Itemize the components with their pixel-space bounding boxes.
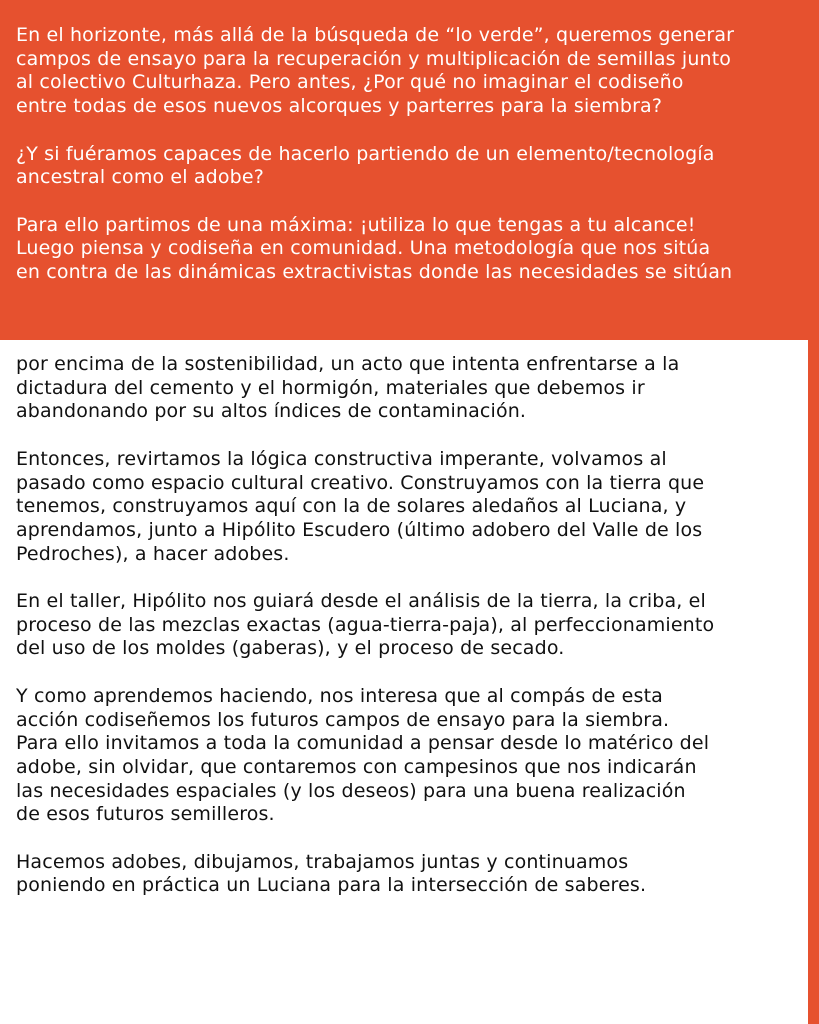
text-line: adobe, sin olvidar, que contaremos con campesinos que nos indicarán: [16, 755, 697, 778]
text-line: Entonces, revirtamos la lógica constructiva imperante, volvamos al: [16, 447, 667, 470]
paragraph-gap: [16, 424, 714, 448]
text-line: de esos futuros semilleros.: [16, 803, 275, 826]
top-text-block: [16, 24, 734, 285]
paragraph-gap: [16, 190, 734, 214]
paragraph-gap: [16, 827, 714, 851]
paragraph-gap: [16, 119, 734, 143]
text-line: por encima de la sostenibilidad, un acto que intenta enfrentarse a la: [16, 353, 680, 375]
text-line: ancestral como el adobe?: [16, 166, 264, 189]
text-line: campos de ensayo para la recuperación y multiplicación de semillas junto: [16, 47, 732, 70]
text-line: entre todas de esos nuevos alcorques y parterres para la siembra?: [16, 95, 663, 118]
text-line: Pedroches), a hacer adobes.: [16, 542, 290, 565]
text-line: Y como aprendemos haciendo, nos interesa que al compás de esta: [16, 684, 663, 707]
text-line: aprendamos, junto a Hipólito Escudero (último adobero del Valle de los: [16, 518, 703, 541]
text-line: En el horizonte, más allá de la búsqueda de “lo verde”, queremos generar: [16, 24, 735, 46]
text-line: Hacemos adobes, dibujamos, trabajamos juntas y continuamos: [16, 850, 629, 873]
text-line: tenemos, construyamos aquí con la de solares aledaños al Luciana, y: [16, 495, 687, 518]
text-line: pasado como espacio cultural creativo. Construyamos con la tierra que: [16, 471, 705, 494]
text-line: En el taller, Hipólito nos guiará desde el análisis de la tierra, la criba, el: [16, 590, 706, 612]
text-line: las necesidades espaciales (y los deseos) para una buena realización: [16, 779, 686, 802]
body-text-block: [16, 353, 714, 898]
text-line: ¿Y si fuéramos capaces de hacerlo partiendo de un elemento/tecnología: [16, 142, 715, 165]
text-line: dictadura del cemento y el hormigón, materiales que debemos ir: [16, 376, 645, 399]
text-line: Para ello partimos de una máxima: ¡utiliza lo que tengas a tu alcance!: [16, 213, 696, 236]
text-line: acción codiseñemos los futuros campos de ensayo para la siembra.: [16, 708, 670, 731]
text-line: Luego piensa y codiseña en comunidad. Una metodología que nos sitúa: [16, 237, 711, 260]
right-color-stripe: [808, 340, 819, 1024]
text-line: proceso de las mezclas exactas (agua-tierra-paja), al perfeccionamiento: [16, 613, 715, 636]
text-line: Para ello invitamos a toda la comunidad a pensar desde lo matérico del: [16, 732, 710, 755]
text-line: al colectivo Culturhaza. Pero antes, ¿Por qué no imaginar el codiseño: [16, 71, 684, 94]
paragraph-gap: [16, 566, 714, 590]
text-line: del uso de los moldes (gaberas), y el proceso de secado.: [16, 637, 565, 660]
paragraph-gap: [16, 661, 714, 685]
text-line: en contra de las dinámicas extractivistas donde las necesidades se sitúan: [16, 261, 733, 283]
text-line: poniendo en práctica un Luciana para la intersección de saberes.: [16, 874, 647, 897]
text-line: abandonando por su altos índices de contaminación.: [16, 400, 527, 423]
